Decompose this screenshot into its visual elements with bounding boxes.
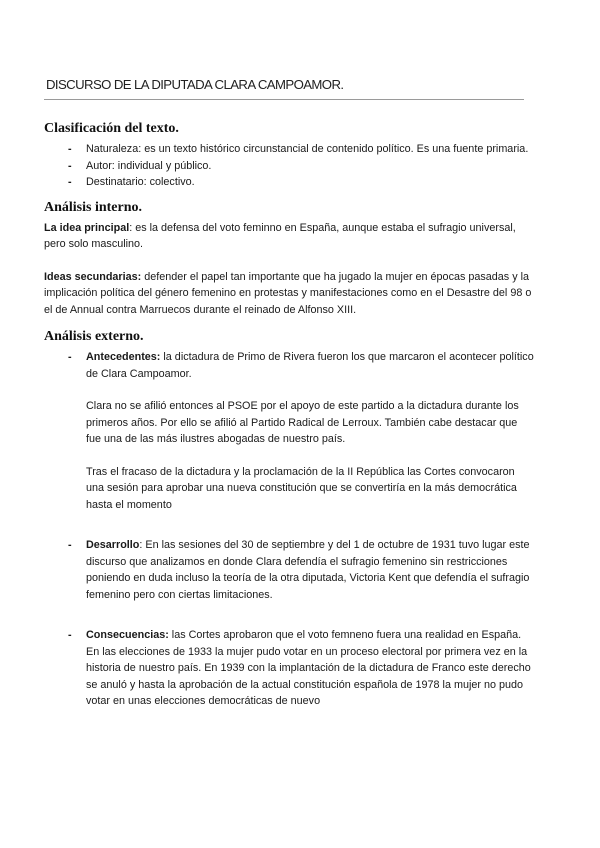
list-item-desarrollo [44,537,534,619]
antecedentes-paragraph-3: Tras el fracaso de la dictadura y la proclamación de la II República las Cortes convocaron una sesión para aprobar una nueva constitución que se convertiría en la más democrática hasta el momento [86,465,517,511]
dash-bullet: - [68,159,72,172]
list-item [44,174,534,191]
list-item-consecuencias [44,627,534,710]
list-item-text: Naturaleza: es un texto histórico circunstancial de contenido político. Es una fuente primaria. [86,143,529,155]
antecedentes-paragraph-2: Clara no se afilió entonces al PSOE por el apoyo de este partido a la dictadura durante los primeros años. Por ello se afilió al Partido Radical de Lerroux. También cabe destacar que fue una de las más ilustres abogadas de nuestro país. [86,400,519,445]
desarrollo-label: Desarrollo [86,539,140,551]
section-analisis-interno [44,199,534,319]
idea-principal-label: La idea principal [44,221,130,234]
dash-bullet: - [68,539,72,551]
consecuencias-text: las Cortes aprobaron que el voto femneno fuera una realidad en España. En las elecciones de 1933 la mujer pudo votar en un proceso electoral por primera vez en la historia de nuestro país. En 1939 con la implantación de la dictadura de Franco este derecho se anuló y hasta la aprobación de la actual constitución española de 1978 la mujer no pudo votar en unas elecciones democráticas de nuevo [86,629,531,707]
list-item [44,141,534,158]
section-analisis-externo [44,328,534,710]
section-clasificacion [44,120,534,191]
dash-bullet: - [68,351,72,363]
consecuencias-label: Consecuencias: [86,629,169,641]
antecedentes-text: la dictadura de Primo de Rivera fueron los que marcaron el acontecer político de Clara Campoamor. [86,351,534,380]
list-item [44,158,534,175]
document-body [44,120,534,710]
title-divider [44,99,524,100]
section-heading-externo: Análisis externo. [44,329,144,344]
section-heading-clasificacion: Clasificación del texto. [44,121,179,136]
dash-bullet: - [68,176,72,188]
idea-principal-text: : es la defensa del voto feminno en España, aunque estaba el sufragio universal, pero solo masculino. [44,221,516,250]
ideas-secundarias-text: defender el papel tan importante que ha jugado la mujer en épocas pasadas y la implicación política del género femenino en protestas y manifestaciones como en el Desastre del 98 o el de Annual contra Marruecos durante el reinado de Alfonso XIII. [44,270,532,316]
ideas-secundarias-label: Ideas secundarias: [44,270,142,283]
externo-list [44,349,534,710]
dash-bullet: - [68,143,72,155]
section-heading-interno: Análisis interno. [44,199,143,215]
ideas-secundarias-paragraph [44,269,534,319]
desarrollo-text: : En las sesiones del 30 de septiembre y del 1 de octubre de 1931 tuvo lugar este discurso que analizamos en donde Clara defendía el sufragio femenino sin restricciones poniendo en duda incluso la teoría de la otra diputada, Victoria Kent que defendía el sufragio femenino pero con ciertas limitaciones. [86,539,530,601]
list-item-text: Destinatario: colectivo. [86,176,195,188]
list-item-text: Autor: individual y público. [86,159,212,172]
dash-bullet: - [68,629,72,641]
document-title: DISCURSO DE LA DIPUTADA CLARA CAMPOAMOR. [46,77,344,92]
clasificacion-list [44,141,534,191]
antecedentes-label: Antecedentes: [86,351,161,363]
list-item-antecedentes [44,349,534,529]
idea-principal-paragraph [44,220,534,253]
